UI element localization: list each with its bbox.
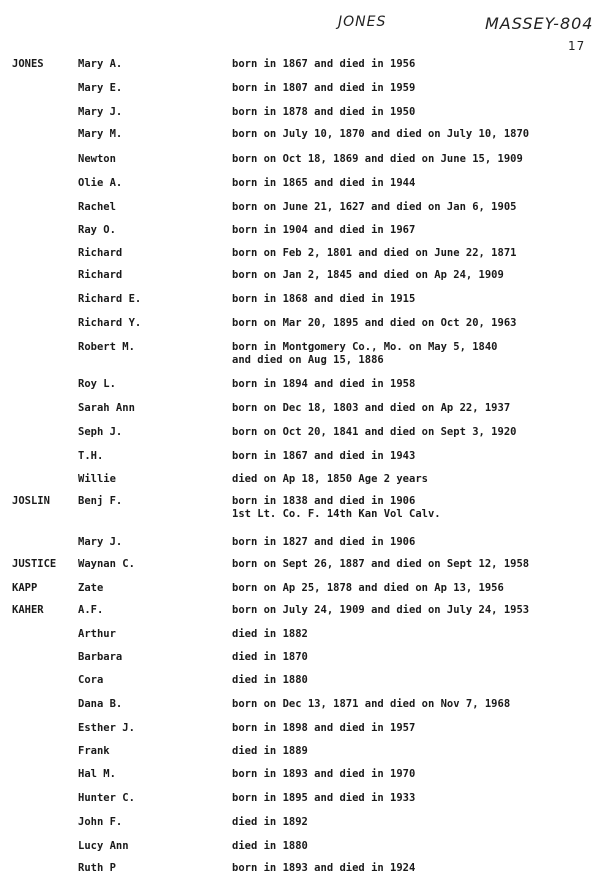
entry-details: born on Ap 25, 1878 and died on Ap 13, 1956 <box>232 582 504 594</box>
entry-details: born on June 21, 1627 and died on Jan 6, 1905 <box>232 201 517 213</box>
entry-details: died on Ap 18, 1850 Age 2 years <box>232 473 428 485</box>
entry-details: born on Dec 13, 1871 and died on Nov 7, 1968 <box>232 698 511 710</box>
entry-details: born in 1895 and died in 1933 <box>232 792 416 804</box>
entry-given-name: Sarah Ann <box>78 402 135 414</box>
entry-details: born on Oct 20, 1841 and died on Sept 3, 1920 <box>232 426 517 438</box>
entry-given-name: Esther J. <box>78 722 135 734</box>
entry-surname: JONES <box>12 58 44 70</box>
entry-details: born on Sept 26, 1887 and died on Sept 12, 1958 <box>232 558 530 570</box>
header-surname: JONES <box>338 14 387 30</box>
entry-details: born on July 24, 1909 and died on July 24, 1953 <box>232 604 530 616</box>
entry-details: born in 1807 and died in 1959 <box>232 82 416 94</box>
entry-given-name: Ray O. <box>78 224 116 236</box>
entry-given-name: Benj F. <box>78 495 123 507</box>
entry-details: born in 1865 and died in 1944 <box>232 177 416 189</box>
entry-given-name: Rachel <box>78 201 116 213</box>
entry-details: died in 1880 <box>232 674 308 686</box>
entry-details: born on Oct 18, 1869 and died on June 15, 1909 <box>232 153 523 165</box>
entry-given-name: Willie <box>78 473 116 485</box>
entry-given-name: Mary A. <box>78 58 123 70</box>
entry-details: died in 1870 <box>232 651 308 663</box>
header-code: MASSEY-804 <box>485 14 594 33</box>
entry-given-name: T.H. <box>78 450 104 462</box>
entry-given-name: Newton <box>78 153 116 165</box>
entry-details: born in 1898 and died in 1957 <box>232 722 416 734</box>
entry-given-name: Seph J. <box>78 426 123 438</box>
entry-given-name: Mary M. <box>78 128 123 140</box>
entry-details: born in 1867 and died in 1943 <box>232 450 416 462</box>
entry-given-name: Hal M. <box>78 768 116 780</box>
entry-details: born in 1894 and died in 1958 <box>232 378 416 390</box>
entry-given-name: Zate <box>78 582 104 594</box>
entry-surname: JOSLIN <box>12 495 50 507</box>
entry-details: born in Montgomery Co., Mo. on May 5, 1840 and died on Aug 15, 1886 <box>232 341 498 366</box>
entry-given-name: Richard <box>78 269 123 281</box>
entry-details: born in 1838 and died in 1906 1st Lt. Co. F. 14th Kan Vol Calv. <box>232 495 441 520</box>
entry-details: born in 1827 and died in 1906 <box>232 536 416 548</box>
entry-given-name: Arthur <box>78 628 116 640</box>
entry-given-name: Richard Y. <box>78 317 142 329</box>
entry-details: born in 1893 and died in 1970 <box>232 768 416 780</box>
entry-details: died in 1882 <box>232 628 308 640</box>
entry-details: born in 1893 and died in 1924 <box>232 862 416 874</box>
entry-details: died in 1892 <box>232 816 308 828</box>
entry-given-name: Frank <box>78 745 110 757</box>
entry-details: born in 1878 and died in 1950 <box>232 106 416 118</box>
entry-given-name: Mary J. <box>78 536 123 548</box>
entry-details: born on July 10, 1870 and died on July 10, 1870 <box>232 128 530 140</box>
entry-details: born on Jan 2, 1845 and died on Ap 24, 1909 <box>232 269 504 281</box>
entry-given-name: Mary J. <box>78 106 123 118</box>
entry-details: born on Mar 20, 1895 and died on Oct 20, 1963 <box>232 317 517 329</box>
entry-given-name: Robert M. <box>78 341 135 353</box>
entry-details: died in 1880 <box>232 840 308 852</box>
entry-given-name: Roy L. <box>78 378 116 390</box>
entry-given-name: Ruth P <box>78 862 116 874</box>
entry-given-name: John F. <box>78 816 123 828</box>
entry-surname: KAHER <box>12 604 44 616</box>
entry-details: born in 1868 and died in 1915 <box>232 293 416 305</box>
page-number: 17 <box>568 39 586 53</box>
entry-details: born on Dec 18, 1803 and died on Ap 22, 1937 <box>232 402 511 414</box>
entry-given-name: Barbara <box>78 651 123 663</box>
entry-given-name: A.F. <box>78 604 104 616</box>
entry-details: born on Feb 2, 1801 and died on June 22, 1871 <box>232 247 517 259</box>
entry-given-name: Mary E. <box>78 82 123 94</box>
entry-given-name: Waynan C. <box>78 558 135 570</box>
entry-given-name: Hunter C. <box>78 792 135 804</box>
entry-given-name: Olie A. <box>78 177 123 189</box>
entry-details: born in 1867 and died in 1956 <box>232 58 416 70</box>
entry-given-name: Richard <box>78 247 123 259</box>
entry-given-name: Richard E. <box>78 293 142 305</box>
entry-given-name: Cora <box>78 674 104 686</box>
entry-surname: JUSTICE <box>12 558 57 570</box>
entry-details: born in 1904 and died in 1967 <box>232 224 416 236</box>
entry-details: died in 1889 <box>232 745 308 757</box>
entry-surname: KAPP <box>12 582 38 594</box>
entry-given-name: Lucy Ann <box>78 840 129 852</box>
entry-given-name: Dana B. <box>78 698 123 710</box>
